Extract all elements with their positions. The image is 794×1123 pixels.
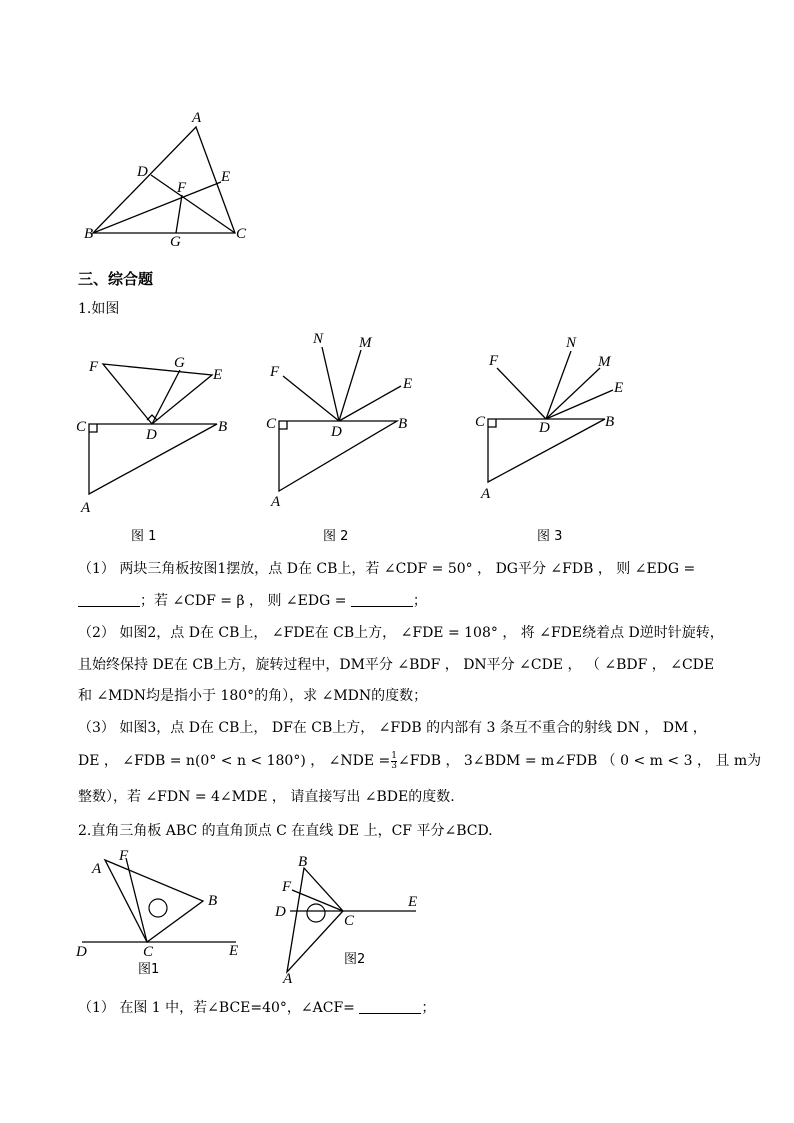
- answer-blank-2[interactable]: [351, 592, 413, 607]
- q2-fig1-label-d: D: [76, 944, 87, 960]
- fig2-right-angle-mark: [279, 421, 287, 429]
- fig2-label-m: M: [359, 335, 372, 351]
- answer-blank-3[interactable]: [359, 999, 421, 1014]
- fig2-label-a: A: [271, 494, 281, 510]
- q1-figures: [70, 328, 640, 550]
- label-e: E: [221, 169, 231, 185]
- fig1-label-d: D: [146, 427, 157, 443]
- fig1-label-g: G: [174, 355, 185, 371]
- fig3-label-n: N: [566, 335, 577, 351]
- q2-fig2-caption: 图2: [344, 952, 366, 967]
- q2-fig2-label-a: A: [283, 971, 293, 985]
- fig1-triangle-abc: [105, 860, 203, 942]
- fig3-label-f: F: [489, 353, 499, 369]
- fig3-ray-dn: [546, 351, 571, 419]
- q1-part1-line2: [78, 591, 427, 611]
- q1-part3-line3: 整数），若 ∠FDN = 4∠MDE ， 请直接写出 ∠BDE的度数.: [78, 789, 455, 805]
- q1-fig1: [76, 355, 227, 544]
- fig1-label-f: F: [89, 359, 99, 375]
- fig3-caption: 图 3: [537, 529, 563, 544]
- fig3-ray-df: [497, 368, 546, 419]
- fig3-right-angle-mark: [488, 419, 496, 427]
- triangle-figure: [80, 105, 260, 255]
- q2-figures: [70, 845, 430, 985]
- fig2-label-e: E: [403, 376, 413, 392]
- q1-part3-line1: （3） 如图3，点 D在 CB上， DF在 CB上方， ∠FDB 的内部有 3 条互不重合的射线 DN ， DM ，: [78, 720, 707, 736]
- answer-blank-1[interactable]: [78, 592, 140, 607]
- fig2-triangle-abc: [287, 868, 343, 972]
- q2-fig1-label-f: F: [119, 848, 129, 864]
- fig3-label-e: E: [614, 380, 624, 396]
- q2-fig1: [75, 848, 238, 977]
- fig3-ray-dm: [546, 368, 600, 419]
- q2-part1-text: （1） 在图 1 中，若∠BCE=40°，∠ACF=: [78, 1000, 355, 1016]
- q2-fig1-label-a: A: [92, 861, 102, 877]
- fig3-label-d: D: [539, 420, 550, 436]
- q2-part1-end: ；: [421, 1000, 436, 1016]
- q2-fig1-label-e: E: [229, 943, 239, 959]
- q1-intro: 1.如图: [78, 301, 120, 317]
- q1-part3-line2: [78, 751, 761, 771]
- fig1-caption: 图 1: [131, 529, 157, 544]
- q1-fig3: [475, 335, 623, 544]
- label-f: F: [177, 180, 187, 196]
- fig2-hole: [307, 904, 325, 922]
- q2-fig1-label-b: B: [208, 893, 218, 909]
- q2-fig2-label-d: D: [275, 904, 286, 920]
- q1-part2-line1: （2） 如图2，点 D在 CB上， ∠FDE在 CB上方， ∠FDE = 108° ， 将 ∠FDE绕着点 D逆时针旋转，: [78, 625, 724, 641]
- fig2-label-b: B: [398, 416, 408, 432]
- section-heading: 三、综合题: [78, 270, 154, 288]
- fig2-label-n: N: [313, 331, 324, 347]
- q2-fig1-label-c: C: [143, 944, 154, 960]
- q2-intro: 2.直角三角板 ABC 的直角顶点 C 在直线 DE 上，CF 平分∠BCD.: [78, 823, 493, 839]
- fig3-ray-de: [546, 390, 613, 419]
- q2-fig2-label-b: B: [298, 854, 308, 870]
- q1-fig2: [266, 331, 412, 544]
- segment-fg: [176, 195, 182, 233]
- q1-part1-mid-text: ；若 ∠CDF = β ， 则 ∠EDG =: [140, 593, 347, 609]
- q1-part1-end-text: ；: [412, 593, 427, 609]
- q1-part3-line2-start: DE ， ∠FDB = n(0° < n < 180°) ， ∠NDE =: [78, 753, 391, 769]
- label-g: G: [170, 234, 181, 250]
- fig2-label-f: F: [270, 364, 280, 380]
- q2-part1: [78, 998, 435, 1018]
- fig1-ray-dg: [152, 370, 180, 424]
- label-d: D: [137, 164, 148, 180]
- fig1-label-a: A: [81, 500, 91, 516]
- q1-part3-line2-end: ∠FDB ， 3∠BDM = m∠FDB （ 0 < m < 3 ， 且 m为: [398, 753, 762, 769]
- label-c: C: [236, 226, 247, 242]
- fig3-label-a: A: [481, 486, 491, 502]
- fig1-ray-cf: [126, 858, 147, 942]
- fraction-denominator: 3: [391, 760, 398, 771]
- q2-fig2-label-c: C: [344, 913, 355, 929]
- fig1-label-c: C: [76, 419, 87, 435]
- fig1-triangle-fde: [103, 364, 212, 424]
- fig2-label-d: D: [331, 424, 342, 440]
- fraction-numerator: 1: [391, 750, 398, 761]
- fig1-label-b: B: [218, 419, 228, 435]
- fig3-label-c: C: [475, 414, 486, 430]
- fig1-hole: [149, 899, 167, 917]
- fig3-label-m: M: [598, 354, 611, 370]
- q2-fig1-caption: 图1: [138, 962, 160, 977]
- q1-part2-line2: 且始终保持 DE在 CB上方，旋转过程中，DM平分 ∠BDF ， DN平分 ∠CDE ， （ ∠BDF ， ∠CDE: [78, 657, 715, 673]
- fig3-label-b: B: [605, 414, 615, 430]
- fig1-right-angle-mark: [89, 424, 97, 432]
- q1-part1-line1: （1） 两块三角板按图1摆放，点 D在 CB上，若 ∠CDF = 50° ， DG平分 ∠FDB ， 则 ∠EDG =: [78, 561, 696, 577]
- q2-fig2: [274, 854, 417, 985]
- q1-part2-line3: 和 ∠MDN均是指小于 180°的角），求 ∠MDN的度数；: [78, 688, 428, 704]
- fig1-label-e: E: [213, 367, 223, 383]
- label-a: A: [192, 110, 202, 126]
- triangle-abc: [93, 127, 235, 233]
- fig2-label-c: C: [266, 416, 277, 432]
- fig2-ray-cf: [292, 890, 343, 911]
- q2-fig2-label-e: E: [408, 894, 418, 910]
- label-b: B: [84, 226, 94, 242]
- segment-be: [93, 182, 221, 233]
- q2-fig2-label-f: F: [282, 879, 292, 895]
- fig2-caption: 图 2: [323, 529, 349, 544]
- fraction-one-third: [391, 752, 397, 771]
